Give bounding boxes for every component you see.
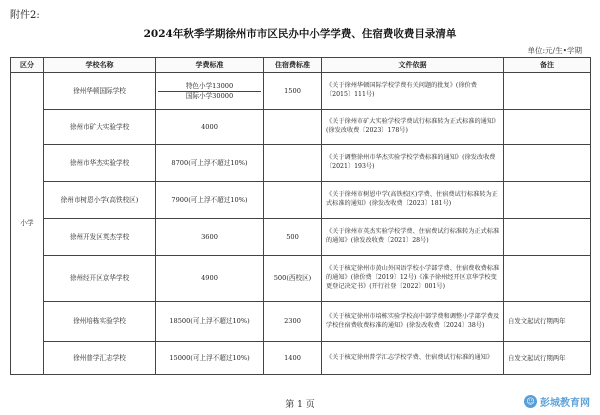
tuition-value: 3600 bbox=[156, 219, 264, 256]
table-row bbox=[11, 145, 591, 182]
header-basis: 文件依据 bbox=[322, 58, 504, 73]
tuition-value: 4000 bbox=[156, 110, 264, 145]
remark: 自发文起试行期两年 bbox=[504, 302, 591, 342]
table-row bbox=[11, 73, 591, 110]
header-tuition: 学费标准 bbox=[156, 58, 264, 73]
remark: 自发文起试行期两年 bbox=[504, 342, 591, 375]
document-basis: 《关于核定徐州普学汇志学校学费、住宿费试行标准的通知》 bbox=[322, 342, 504, 375]
lodging-fee bbox=[264, 182, 322, 219]
attachment-label: 附件2: bbox=[10, 10, 40, 21]
lodging-fee: 500(西校区) bbox=[264, 256, 322, 302]
remark bbox=[504, 219, 591, 256]
lodging-fee: 1400 bbox=[264, 342, 322, 375]
tuition-value: 特色小学13000 bbox=[185, 81, 234, 90]
school-name: 徐州培栋实验学校 bbox=[44, 302, 156, 342]
school-name: 徐州市华杰实验学校 bbox=[44, 145, 156, 182]
school-name: 徐州普学汇志学校 bbox=[44, 342, 156, 375]
table-row bbox=[11, 182, 591, 219]
watermark-text: 彭城教育网 bbox=[540, 398, 590, 409]
document-title: 2024年秋季学期徐州市市区民办中小学学费、住宿费收费目录清单 bbox=[143, 28, 457, 40]
table-row bbox=[11, 302, 591, 342]
remark bbox=[504, 73, 591, 110]
remark bbox=[504, 110, 591, 145]
header-school: 学校名称 bbox=[44, 58, 156, 73]
fee-table bbox=[10, 57, 591, 375]
table-header-row bbox=[11, 58, 591, 73]
tuition-value: 国际小学30000 bbox=[158, 91, 261, 101]
school-name: 徐州市矿大实验学校 bbox=[44, 110, 156, 145]
remark bbox=[504, 256, 591, 302]
document-basis: 《关于徐州华顿国际学校学费有关问题的批复》(徐价费〔2015〕111号) bbox=[322, 73, 504, 110]
header-category: 区分 bbox=[11, 58, 44, 73]
category-cell: 小学 bbox=[11, 73, 44, 375]
document-basis: 《关于徐州市树恩中学(高铁校区)学费、住宿费试行标准转为正式标准的通知》(徐发改收费〔2023〕181号) bbox=[322, 182, 504, 219]
header-remark: 备注 bbox=[504, 58, 591, 73]
remark bbox=[504, 182, 591, 219]
tuition-cell bbox=[156, 73, 264, 110]
unit-note: 单位:元/生•学期 bbox=[527, 46, 582, 55]
page-number: 第 1 页 bbox=[285, 400, 315, 410]
lodging-fee: 1500 bbox=[264, 73, 322, 110]
watermark bbox=[524, 394, 590, 409]
tuition-value: 8700(可上浮不超过10%) bbox=[156, 145, 264, 182]
tuition-value: 4900 bbox=[156, 256, 264, 302]
lodging-fee: 500 bbox=[264, 219, 322, 256]
school-name: 徐州经开区京华学校 bbox=[44, 256, 156, 302]
document-basis: 《关于徐州市英杰实验学校学费、住宿费试行标准转为正式标准的通知》(徐发改收费〔2021〕28号) bbox=[322, 219, 504, 256]
document-basis: 《关于核定徐州市培栋实验学校高中部学费和调整小学部学费及学校住宿费收费标准的通知》(徐发改收费〔2024〕38号) bbox=[322, 302, 504, 342]
tuition-value: 7900(可上浮不超过10%) bbox=[156, 182, 264, 219]
logo-icon: ☺ bbox=[524, 395, 537, 408]
school-name: 徐州开发区英杰学校 bbox=[44, 219, 156, 256]
document-basis: 《关于调整徐州市华杰实验学校学费标准的通知》(徐发改收费〔2021〕193号) bbox=[322, 145, 504, 182]
tuition-value: 18500(可上浮不超过10%) bbox=[156, 302, 264, 342]
table-row bbox=[11, 342, 591, 375]
remark bbox=[504, 145, 591, 182]
table-row bbox=[11, 110, 591, 145]
header-lodging: 住宿费标准 bbox=[264, 58, 322, 73]
document-basis: 《关于核定徐州市黄山外国语学校小学部学费、住宿费收费标准的通知》(徐价费〔2019〕12号)《准予徐州经开区京华学校变更登记决定书》(开行社登〔2022〕001号) bbox=[322, 256, 504, 302]
document-basis: 《关于徐州市矿大实验学校学费试行标准转为正式标准的通知》(徐发改收费〔2023〕178号) bbox=[322, 110, 504, 145]
table-row bbox=[11, 219, 591, 256]
school-name: 徐州市树恩小学(高铁校区) bbox=[44, 182, 156, 219]
lodging-fee bbox=[264, 110, 322, 145]
lodging-fee: 2300 bbox=[264, 302, 322, 342]
school-name: 徐州华顿国际学校 bbox=[44, 73, 156, 110]
table-row bbox=[11, 256, 591, 302]
lodging-fee bbox=[264, 145, 322, 182]
tuition-value: 15000(可上浮不超过10%) bbox=[156, 342, 264, 375]
